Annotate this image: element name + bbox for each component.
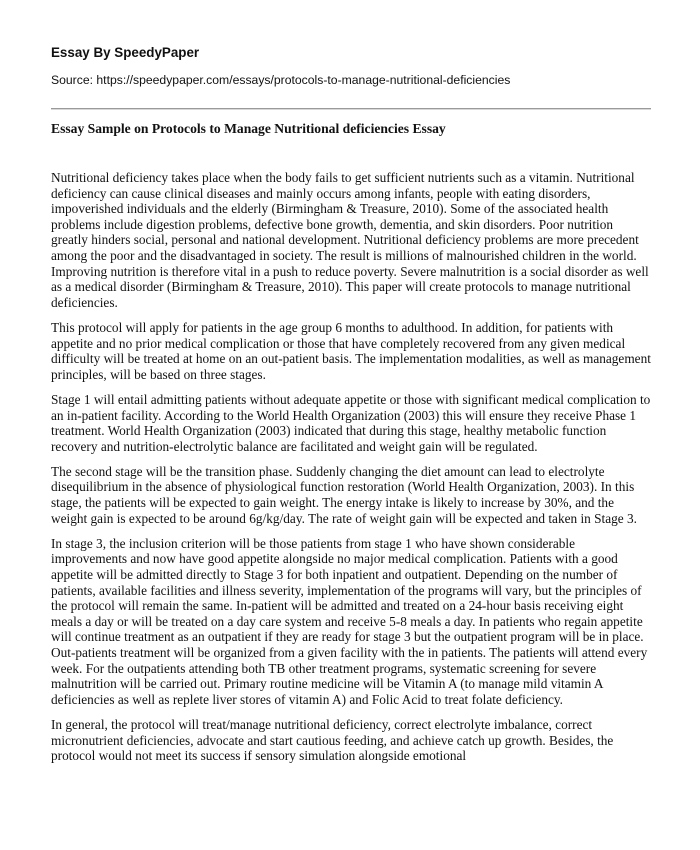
paragraph: This protocol will apply for patients in the age group 6 months to adulthood. In addition, for patients with appetite and no prior medical complication or those that have completely recovered from any given medical difficulty will be treated at home on an out-patient basis. The implementation modalities, as well as management principles, will be based on three stages. xyxy=(51,319,651,382)
paragraph: In stage 3, the inclusion criterion will be those patients from stage 1 who have shown considerable improvements and now have good appetite alongside no major medical complication. Patients with a good appetite will be admitted directly to Stage 3 for both inpatient and outpatient. Depending on the number of patients, available facilities and illness severity, implementation of the programs will vary, but the principles of the protocol will remain the same. In-patient will be admitted and treated on a 24-hour basis receiving eight meals a day or will be treated on a day care system and receive 5-8 meals a day. In patients who regain appetite will continue treatment as an outpatient if they are ready for stage 3 but the outpatient program will be in place. Out-patients treatment will be organized from a given facility with the in patients. The patients will attend every week. For the outpatients attending both TB other treatment programs, systematic screening for severe malnutrition will be carried out. Primary routine medicine will be Vitamin A (to manage mild vitamin A deficiencies as well as replete liver stores of vitamin A) and Folic Acid to treat folate deficiency. xyxy=(51,535,648,707)
paragraph: In general, the protocol will treat/manage nutritional deficiency, correct electrolyte imbalance, correct micronutrient deficiencies, advocate and start cautious feeding, and achieve catch up growth. Besides, the protocol would not meet its success if sensory simulation alongside emotional xyxy=(51,716,614,764)
essay-body xyxy=(51,170,651,773)
header-divider xyxy=(51,108,651,110)
site-title: Essay By SpeedyPaper xyxy=(51,45,200,60)
essay-title: Essay Sample on Protocols to Manage Nutritional deficiencies Essay xyxy=(51,121,446,136)
paragraph: Stage 1 will entail admitting patients without adequate appetite or those with significant medical complication to an in-patient facility. According to the World Health Organization (2003) this will ensure they receive Phase 1 treatment. World Health Organization (2003) indicated that during this stage, healthy metabolic function recovery and nutrition-electrolytic balance are facilitated and weight gain will be regulated. xyxy=(51,391,651,454)
source-label: Source: xyxy=(51,73,94,87)
source-url[interactable]: https://speedypaper.com/essays/protocols-to-manage-nutritional-deficiencies xyxy=(96,73,511,87)
paragraph: Nutritional deficiency takes place when the body fails to get sufficient nutrients such as a vitamin. Nutritional deficiency can cause clinical diseases and mainly occurs among infants, people with eating disorders, impoverished individuals and the elderly (Birmingham & Treasure, 2010). Some of the associated health problems include digestion problems, defective bone growth, dementia, and skin disorders. Poor nutrition greatly hinders social, personal and national development. Nutritional deficiency problems are more precedent among the poor and the disadvantaged in society. The result is millions of malnourished children in the world. Improving nutrition is therefore vital in a push to reduce poverty. Severe malnutrition is a social disorder as well as a medical disorder (Birmingham & Treasure, 2010). This paper will create protocols to manage nutritional deficiencies. xyxy=(51,170,649,310)
source-line xyxy=(51,72,510,88)
paragraph: The second stage will be the transition phase. Suddenly changing the diet amount can lead to electrolyte disequilibrium in the absence of physiological function restoration (World Health Organization, 2003). In this stage, the patients will be expected to gain weight. The energy intake is likely to increase by 30%, and the weight gain is expected to be around 6g/kg/day. The rate of weight gain will be expected and taken in Stage 3. xyxy=(51,463,637,526)
